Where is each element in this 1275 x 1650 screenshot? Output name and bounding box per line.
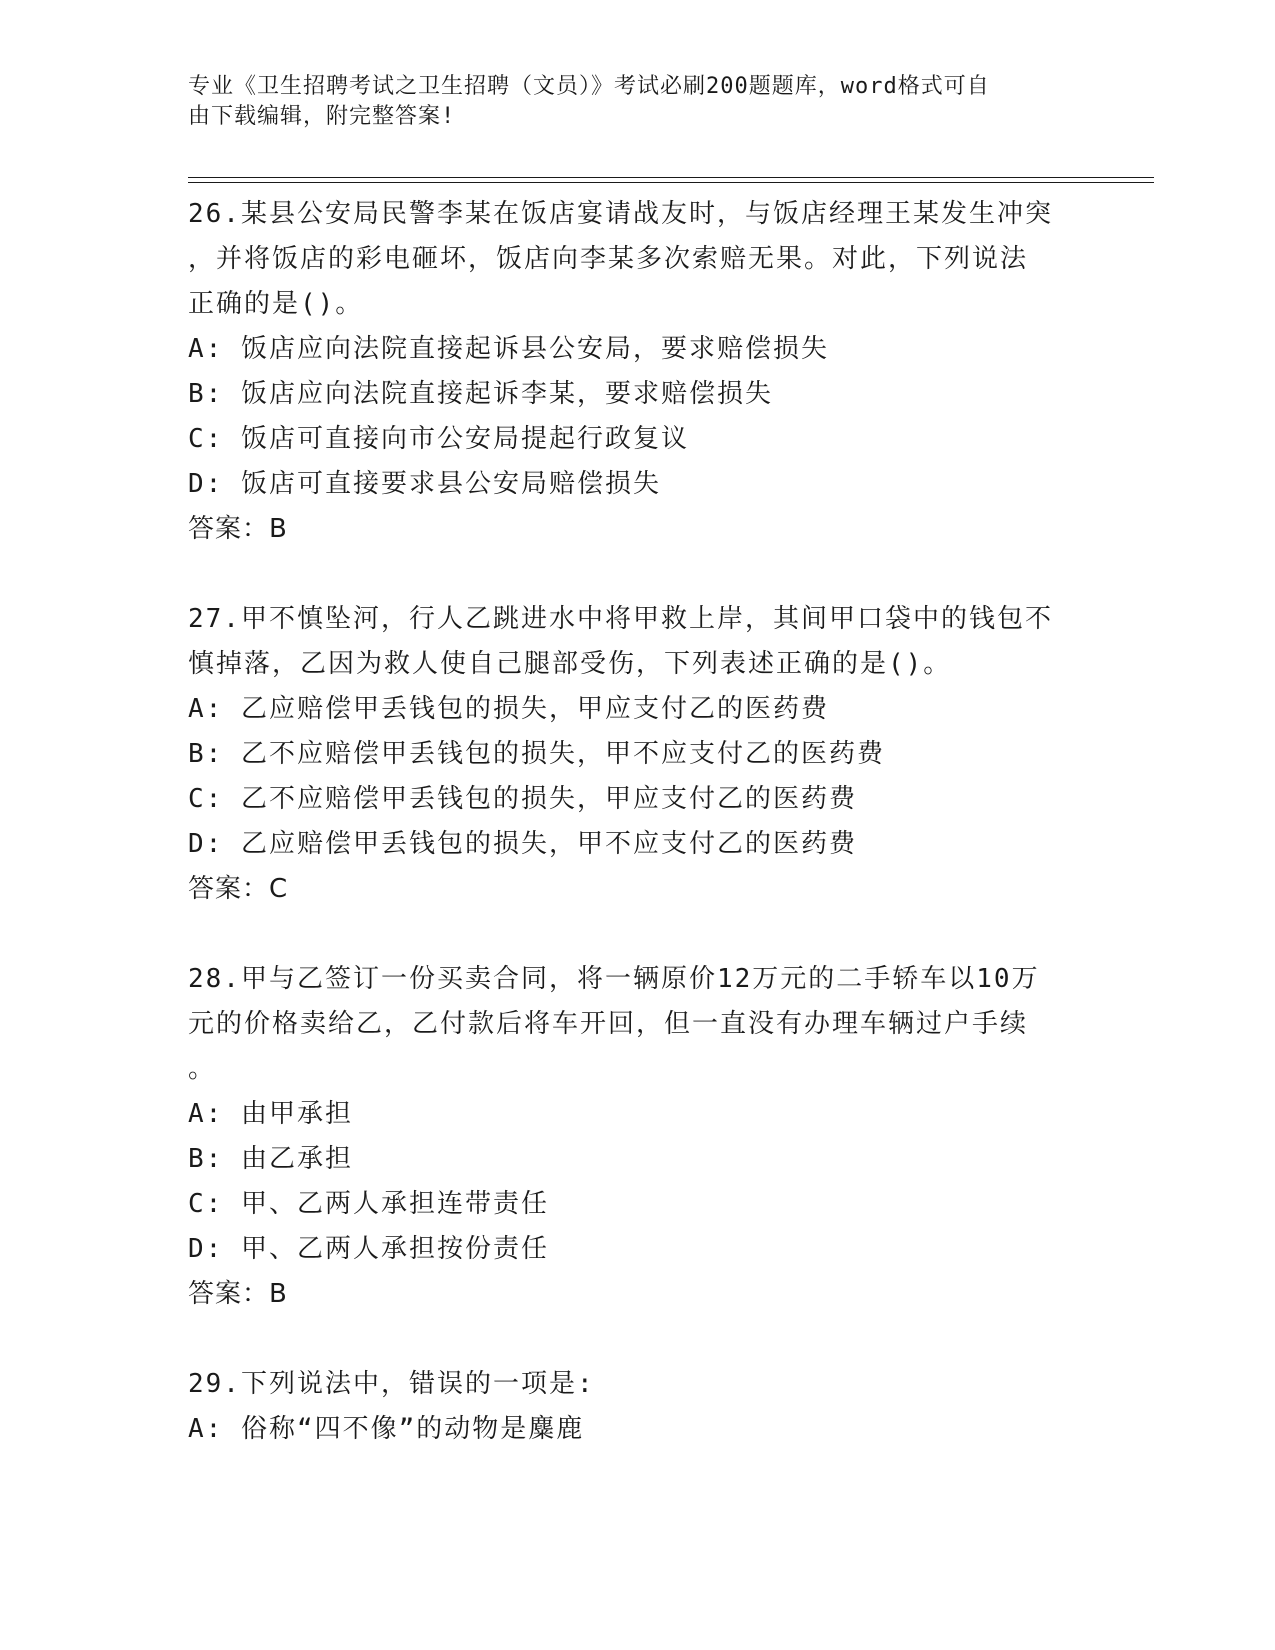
question-text-line: 慎掉落，乙因为救人使自己腿部受伤，下列表述正确的是()。 <box>188 649 952 679</box>
question-29 <box>188 1362 1088 1452</box>
answer-line: 答案：B <box>188 514 288 544</box>
header-line-2: 由下载编辑，附完整答案! <box>188 104 456 129</box>
option-a: A: 乙应赔偿甲丢钱包的损失，甲应支付乙的医药费 <box>188 694 829 724</box>
option-c: C: 乙不应赔偿甲丢钱包的损失，甲应支付乙的医药费 <box>188 784 857 814</box>
question-text-line: 26.某县公安局民警李某在饭店宴请战友时，与饭店经理王某发生冲突 <box>188 199 1053 229</box>
option-b: B: 由乙承担 <box>188 1144 353 1174</box>
option-a: A: 由甲承担 <box>188 1099 353 1129</box>
question-text-line: ，并将饭店的彩电砸坏，饭店向李某多次索赔无果。对此，下列说法 <box>188 244 1029 274</box>
option-d: D: 乙应赔偿甲丢钱包的损失，甲不应支付乙的医药费 <box>188 829 857 859</box>
question-28 <box>188 957 1088 1317</box>
option-d: D: 甲、乙两人承担按份责任 <box>188 1234 549 1264</box>
option-c: C: 甲、乙两人承担连带责任 <box>188 1189 549 1219</box>
question-text-line: 元的价格卖给乙，乙付款后将车开回，但一直没有办理车辆过户手续 <box>188 1009 1029 1039</box>
answer-line: 答案：C <box>188 874 289 904</box>
question-text-line: 。 <box>188 1054 217 1084</box>
option-c: C: 饭店可直接向市公安局提起行政复议 <box>188 424 689 454</box>
spacer <box>188 912 1088 957</box>
question-text-line: 28.甲与乙签订一份买卖合同，将一辆原价12万元的二手轿车以10万 <box>188 964 1040 994</box>
option-d: D: 饭店可直接要求县公安局赔偿损失 <box>188 469 661 499</box>
option-b: B: 饭店应向法院直接起诉李某，要求赔偿损失 <box>188 379 773 409</box>
header-line-1: 专业《卫生招聘考试之卫生招聘（文员）》考试必刷200题题库，word格式可自 <box>188 74 990 99</box>
option-b: B: 乙不应赔偿甲丢钱包的损失，甲不应支付乙的医药费 <box>188 739 885 769</box>
question-text-line: 29.下列说法中，错误的一项是: <box>188 1369 595 1399</box>
question-text-line: 27.甲不慎坠河，行人乙跳进水中将甲救上岸，其间甲口袋中的钱包不 <box>188 604 1053 634</box>
document-header <box>188 72 1068 132</box>
question-list <box>188 192 1088 1452</box>
answer-line: 答案：B <box>188 1279 288 1309</box>
option-a: A: 饭店应向法院直接起诉县公安局，要求赔偿损失 <box>188 334 829 364</box>
question-26 <box>188 192 1088 552</box>
question-27 <box>188 597 1088 912</box>
spacer <box>188 1317 1088 1362</box>
spacer <box>188 552 1088 597</box>
question-text-line: 正确的是()。 <box>188 289 364 319</box>
option-a: A: 俗称“四不像”的动物是麋鹿 <box>188 1414 585 1444</box>
header-rule-bottom <box>188 182 1154 183</box>
header-rule-top <box>188 177 1154 178</box>
